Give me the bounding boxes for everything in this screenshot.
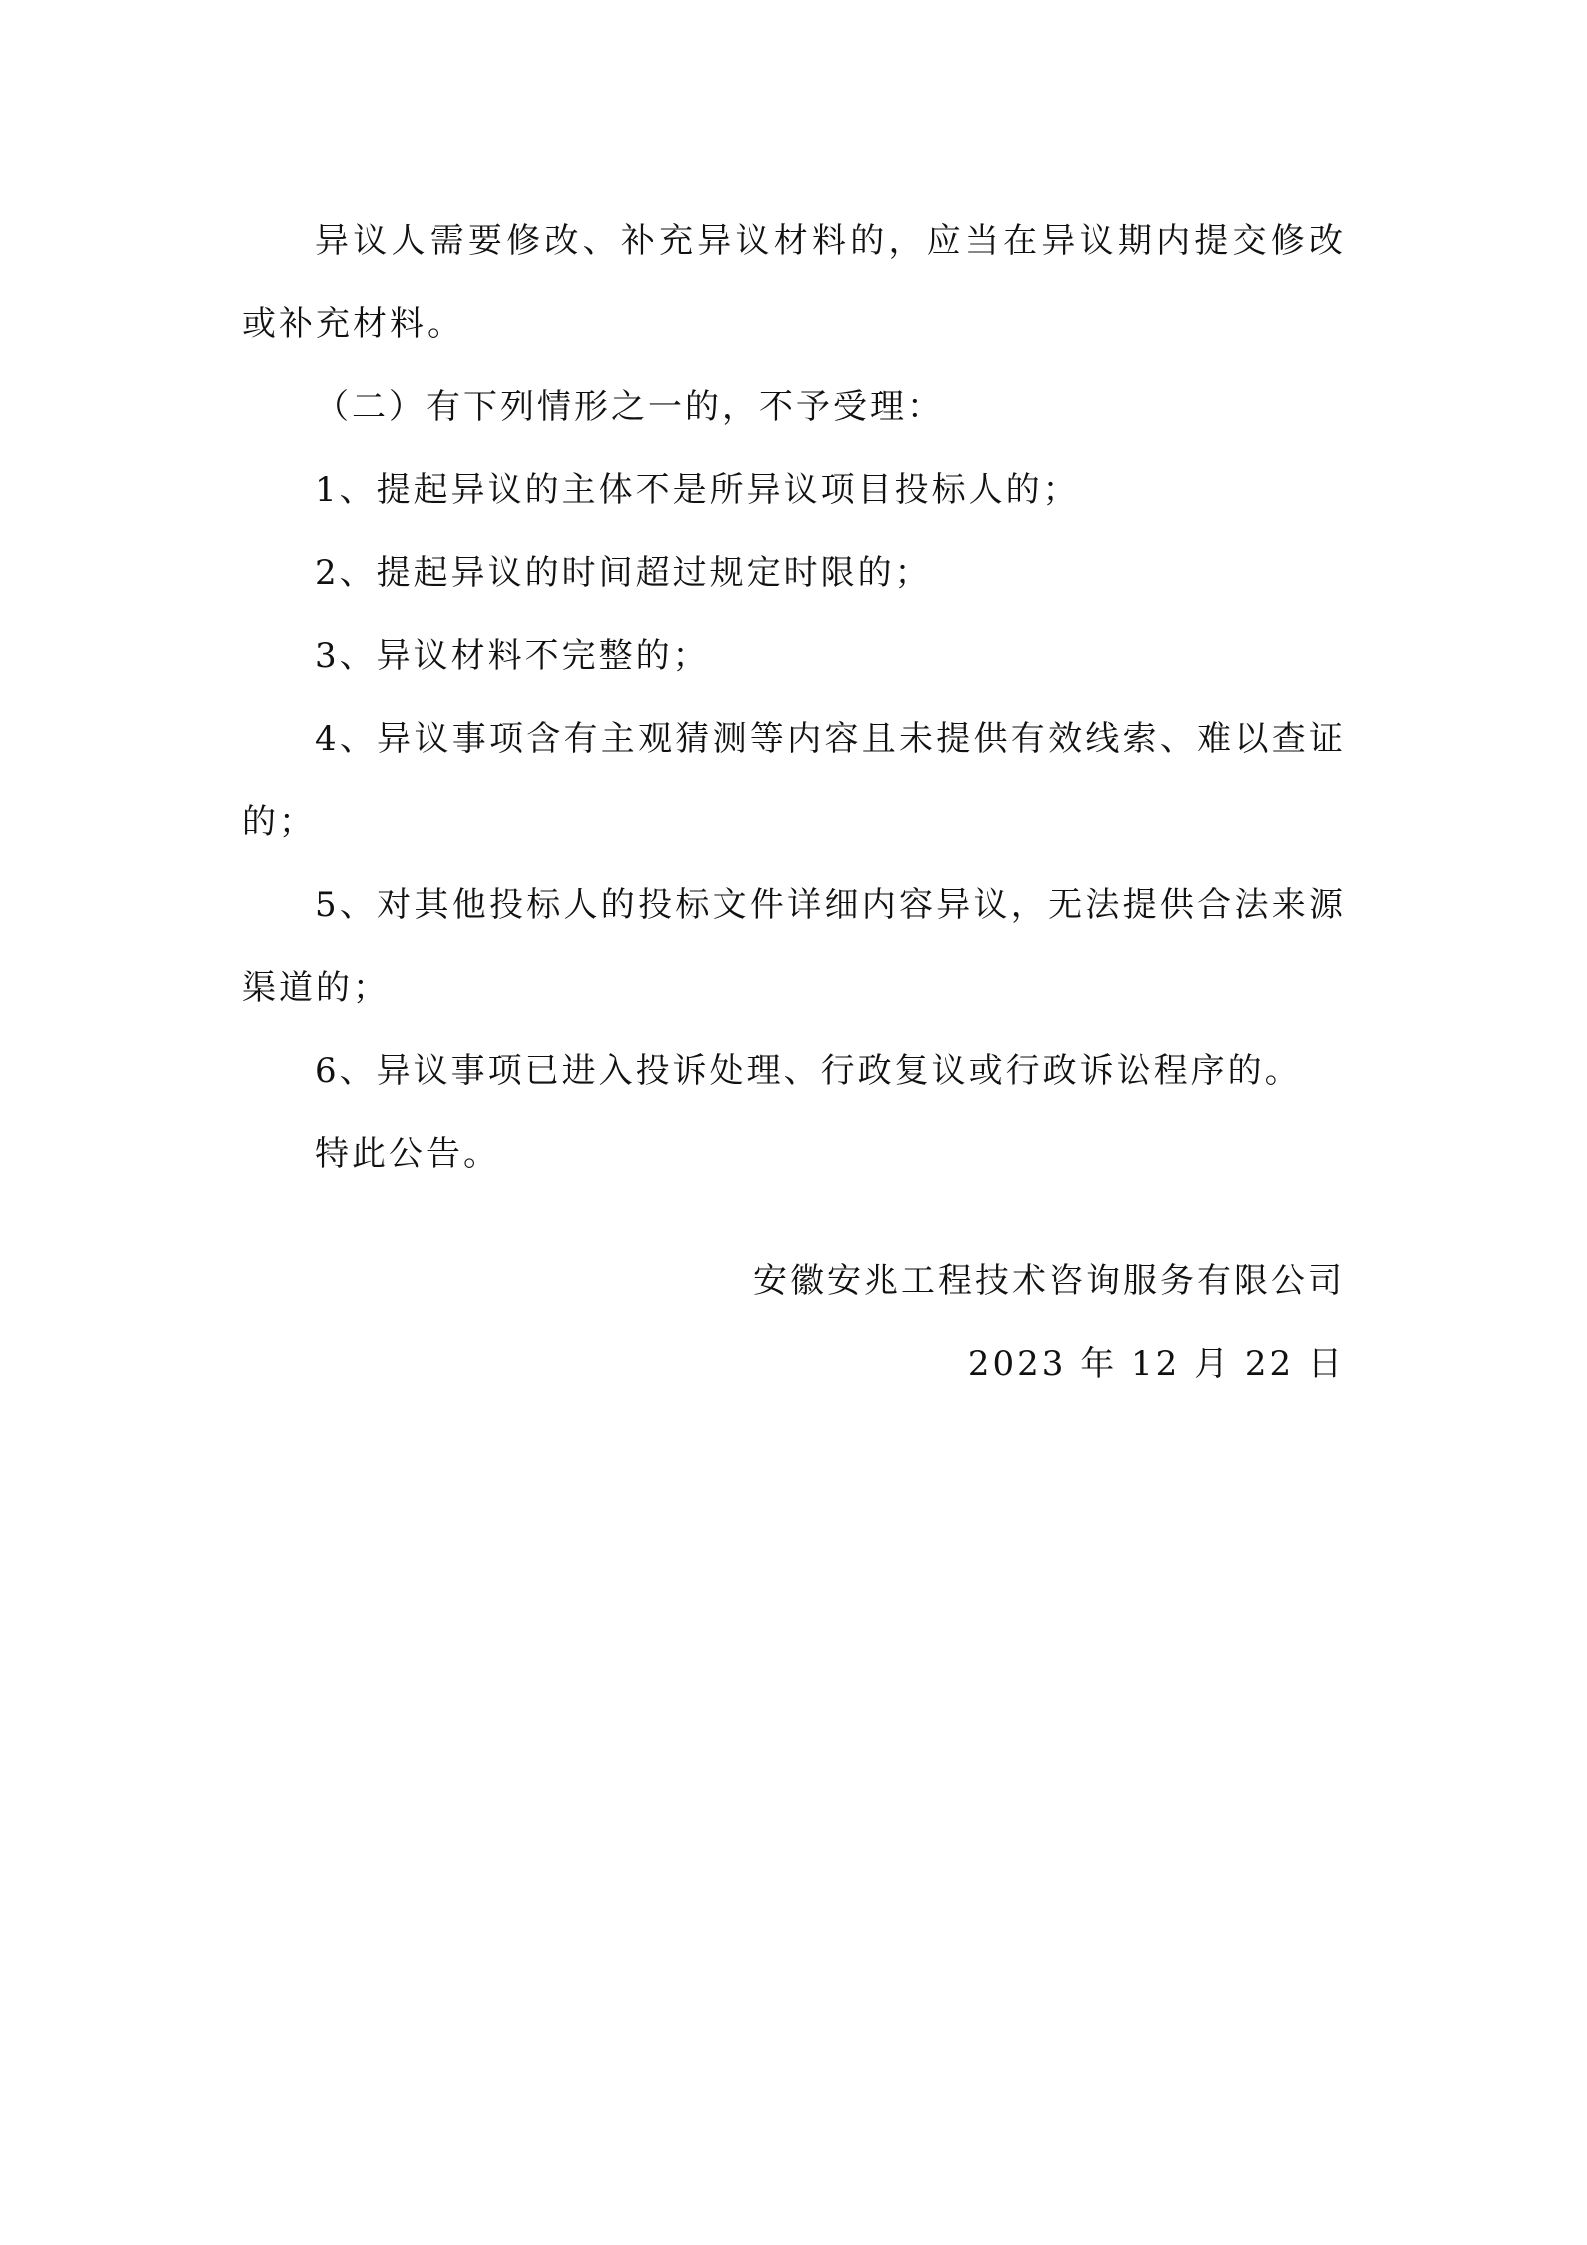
paragraph-revision-materials: 异议人需要修改、补充异议材料的，应当在异议期内提交修改或补充材料。 [242, 221, 1346, 344]
signature-company: 安徽安兆工程技术咨询服务有限公司 [753, 1261, 1345, 1301]
paragraph-item-5: 5、对其他投标人的投标文件详细内容异议，无法提供合法来源渠道的； [242, 885, 1346, 1008]
paragraph-item-4: 4、异议事项含有主观猜测等内容且未提供有效线索、难以查证的； [242, 719, 1346, 842]
announcement-body [242, 200, 1346, 1196]
paragraph-item-3: 3、异议材料不完整的； [315, 636, 710, 676]
signature-date: 2023 年 12 月 22 日 [967, 1344, 1345, 1384]
paragraph-item-6: 6、异议事项已进入投诉处理、行政复议或行政诉讼程序的。 [315, 1051, 1302, 1091]
paragraph-item-1: 1、提起异议的主体不是所异议项目投标人的； [315, 470, 1080, 510]
paragraph-closing: 特此公告。 [315, 1134, 500, 1174]
paragraph-item-2: 2、提起异议的时间超过规定时限的； [315, 553, 932, 593]
signature-block [753, 1240, 1345, 1406]
paragraph-rejection-heading: （二）有下列情形之一的，不予受理： [315, 387, 944, 427]
